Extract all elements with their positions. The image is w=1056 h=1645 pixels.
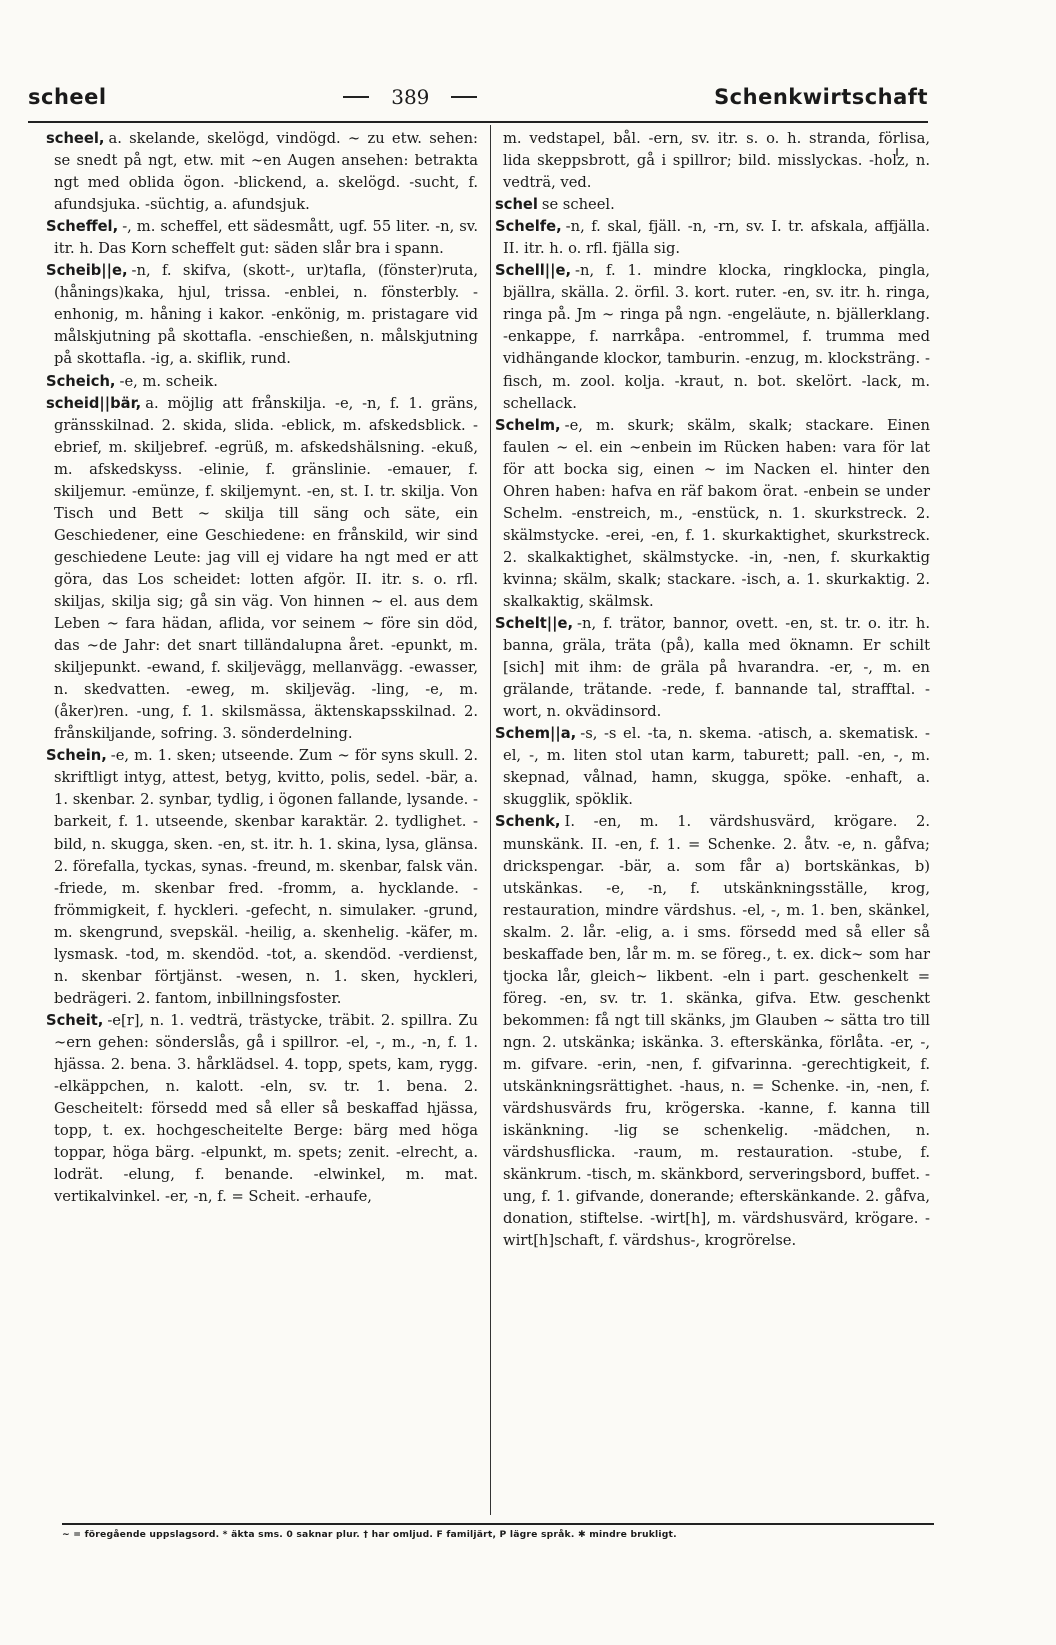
entry-headword: Schenk, — [495, 813, 561, 831]
dictionary-entry — [495, 415, 930, 613]
entry-headword: schel — [495, 196, 538, 214]
entry-definition: se scheel. — [541, 196, 615, 214]
dictionary-entry — [495, 811, 930, 1252]
column-divider — [490, 125, 491, 1515]
entry-definition: -n, f. skal, fjäll. -n, -rn, sv. I. tr. afskala, affjälla. II. itr. h. o. rfl. fjälla sig. — [503, 218, 930, 258]
dictionary-entry — [46, 128, 478, 216]
entry-headword: Schein, — [46, 747, 107, 765]
entry-definition: -s, -s el. -ta, n. skema. -atisch, a. skematisk. -el, -, m. liten stol utan karm, taburett; pall. -en, -, m. skepnad, vålnad, hamn, skugga, spöke. -enhaft, a. skugglik, spöklik. — [503, 725, 930, 809]
right-running-headword: Schenkwirtschaft — [714, 85, 928, 109]
dictionary-entry — [46, 216, 478, 260]
entry-definition: -n, f. skifva, (skott-, ur)tafla, (fönster)ruta, (hånings)kaka, hjul, trissa. -enblei, n. fönsterbly. -enhonig, m. håning i kakor. -enkönig, m. pristagare vid målskjutning på skottafla. -enschießen, n. målskjutning på skottafla. -ig, a. skiflik, rund. — [54, 262, 478, 368]
dictionary-entry — [46, 393, 478, 746]
abbreviation-legend: ∼ = föregående uppslagsord. * äkta sms. 0 saknar plur. † har omljud. F familjärt, P lägre språk. ✱ mindre brukligt. — [62, 1529, 677, 1540]
dictionary-entry — [495, 216, 930, 260]
entry-definition: -e, m. skurk; skälm, skalk; stackare. Einen faulen ∼ el. ein ∼enbein im Rücken haben: vara för lat för att bocka sig, einen ∼ im Nacken el. hinter den Ohren haben: hafva en räf bakom örat. -enbein se under Schelm. -enstreich, m., -enstück, n. 1. skurkstreck. 2. skälmstycke. -erei, -en, f. 1. skurkaktighet, skurkstreck. 2. skalkaktighet, skälmstycke. -in, -nen, f. skurkaktig kvinna; skälm, skalk; stackare. -isch, a. 1. skurkaktig. 2. skalkaktig, skälmsk. — [503, 416, 930, 610]
entry-definition: -e, m. 1. sken; utseende. Zum ∼ för syns skull. 2. skriftligt intyg, attest, betyg, kvitto, polis, sedel. -bär, a. 1. skenbar. 2. synbar, tydlig, i ögonen fallande, lysande. -barkeit, f. 1. utseende, skenbar karaktär. 2. tydlighet. -bild, n. skugga, sken. -en, st. itr. h. 1. skina, lysa, glänsa. 2. förefalla, tyckas, synas. -freund, m. skenbar, falsk vän. -friede, m. skenbar fred. -fromm, a. hycklande. -frömmigkeit, f. hyckleri. -gefecht, n. simulaker. -grund, m. skengrund, svepskäl. -heilig, a. skenhelig. -käfer, m. lysmask. -tod, m. skendöd. -tot, a. skendöd. -verdienst, n. skenbar förtjänst. -wesen, n. 1. sken, hyckleri, bedrägeri. 2. fantom, inbillningsfoster. — [54, 747, 478, 1007]
header-rule — [28, 121, 928, 123]
entry-definition: I. -en, m. 1. värdshusvärd, krögare. 2. munskänk. II. -en, f. 1. = Schenke. 2. åtv. -e, n. gåfva; drickspengar. -bär, a. som får a) bortskänkas, b) utskänkas. -e, -n, f. utskänkningsställe, krog, restauration, mindre värdshus. -el, -, m. 1. ben, skänkel, skalm. 2. lår. -elig, a. i sms. försedd med så eller så beskaffade ben, lår m. m. se föreg., t. ex. dick∼ som har tjocka lår, gleich∼ likbent. -eln i part. geschenkelt = föreg. -en, sv. tr. 1. skänka, gifva. Etw. geschenkt bekommen: få ngt till skänks, jm Glauben ∼ sätta tro till ngn. 2. utskänka; iskänka. 3. efterskänka, förlåta. -er, -, m. gifvare. -erin, -nen, f. gifvarinna. -gerechtigkeit, f. utskänkningsrättighet. -haus, n. = Schenke. -in, -nen, f. värdshusvärds fru, krögerska. -kanne, f. kanna till iskänkning. -lig se schenkelig. -mädchen, n. värdshusflicka. -raum, m. restauration. -stube, f. skänkrum. -tisch, m. skänkbord, serveringsbord, buffet. -ung, f. 1. gifvande, donerande; efterskänkande. 2. gåfva, donation, stiftelse. -wirt[h], m. värdshusvärd, krögare. -wirt[h]schaft, f. värdshus-, krogrörelse. — [503, 813, 930, 1250]
dash-right — [451, 96, 477, 98]
entry-headword: Schem||a, — [495, 725, 577, 743]
entry-headword: Schelt||e, — [495, 615, 574, 633]
entry-definition: a. skelande, skelögd, vindögd. ∼ zu etw. sehen: se snedt på ngt, etw. mit ∼en Augen ansehen: betrakta ngt med oblida ögon. -blickend, a. skelögd. -sucht, f. afundsjuka. -süchtig, a. afundsjuk. — [54, 130, 478, 214]
entry-definition: -, m. scheffel, ett sädesmått, ugf. 55 liter. -n, sv. itr. h. Das Korn scheffelt gut: säden slår bra i spann. — [54, 218, 478, 258]
entry-headword: scheid||bär, — [46, 394, 142, 412]
entry-headword: Scheit, — [46, 1011, 104, 1029]
dictionary-entry — [46, 745, 478, 1010]
dictionary-entry — [503, 128, 930, 194]
left-column — [46, 128, 478, 1208]
entry-definition: -e[r], n. 1. vedträ, trästycke, träbit. 2. spillra. Zu ∼ern gehen: sönderslås, gå i spillror. -el, -, m., -n, f. 1. hjässa. 2. bena. 3. hårklädsel. 4. topp, spets, kam, rygg. -elkäppchen, n. kalott. -eln, sv. tr. 1. bena. 2. Gescheitelt: försedd med så eller så beskaffad hjässa, topp, t. ex. hochgescheitelte Berge: bärg med höga toppar, höga bärg. -elpunkt, m. spets; zenit. -elrecht, a. lodrät. -elung, f. benande. -elwinkel, m. mat. vertikalvinkel. -er, -n, f. = Scheit. -erhaufe, — [54, 1011, 478, 1206]
entry-definition: a. möjlig att frånskilja. -e, -n, f. 1. gräns, gränsskilnad. 2. skida, slida. -eblick, m. afskedsblick. -ebrief, m. skiljebref. -egrüß, m. afskedshälsning. -ekuß, m. afskedskyss. -elinie, f. gränslinie. -emauer, f. skiljemur. -emünze, f. skiljemynt. -en, st. I. tr. skilja. Von Tisch und Bett ∼ skilja till säng och säte, ein Geschiedener, eine Geschiedene: en frånskild, wir sind geschiedene Leute: jag vill ej vidare ha ngt med er att göra, das Los scheidet: lotten afgör. II. itr. s. o. rfl. skiljas, skilja sig; gå sin väg. Von hinnen ∼ el. aus dem Leben ∼ fara hädan, aflida, vor seinem ∼ före sin död, das ∼de Jahr: det snart tilländalupna året. -epunkt, m. skiljepunkt. -ewand, f. skiljevägg, mellanvägg. -ewasser, n. skedvatten. -eweg, m. skiljeväg. -ling, -e, m. (åker)ren. -ung, f. 1. skilsmässa, äktenskapsskilnad. 2. frånskiljande, sofring. 3. sönderdelning. — [54, 394, 478, 743]
dictionary-entry — [46, 1010, 478, 1208]
entry-headword: Scheich, — [46, 372, 116, 390]
entry-definition: -n, f. trätor, bannor, ovett. -en, st. tr. o. itr. h. banna, gräla, träta (på), kalla med öknamn. Er schilt [sich] mit ihm: de gräla på hvarandra. -er, -, m. en grälande, trätande. -rede, f. bannande tal, strafftal. -wort, n. okvädinsord. — [503, 615, 930, 721]
entry-headword: Schell||e, — [495, 262, 572, 280]
dash-left — [343, 96, 369, 98]
entry-definition: m. vedstapel, bål. -ern, sv. itr. s. o. h. strandа, förlisa, lida skeppsbrott, gå i spillror; bild. misslyckas. -holz, n. vedträ, ved. — [503, 130, 930, 192]
entry-headword: Schelfe, — [495, 218, 562, 236]
dictionary-entry — [495, 260, 930, 414]
dictionary-entry — [495, 723, 930, 811]
footer-rule — [62, 1523, 934, 1525]
entry-headword: scheel, — [46, 130, 105, 147]
entry-headword: Scheffel, — [46, 218, 119, 236]
entry-definition: -n, f. 1. mindre klocka, ringklocka, pingla, bjällra, skälla. 2. örfil. 3. kort. ruter. -en, sv. itr. h. ringa, ringa på. Jm ∼ ringa på ngn. -engeläute, n. bjällerklang. -enkappe, f. narrkåpa. -entrommel, f. trumma med vidhängande klockor, tamburin. -enzug, m. klocksträng. -fisch, m. zool. kolja. -kraut, n. bot. skelört. -lack, m. schellack. — [503, 262, 930, 412]
entry-headword: Schelm, — [495, 416, 561, 434]
entry-headword: Scheib||e, — [46, 262, 128, 280]
dictionary-entry — [46, 371, 478, 393]
right-column — [495, 128, 930, 1252]
left-running-headword: scheel — [28, 85, 107, 109]
page-number: 389 — [391, 85, 430, 109]
dictionary-entry — [495, 613, 930, 723]
dictionary-entry — [46, 260, 478, 370]
page-number-group — [343, 85, 477, 109]
page-header — [28, 80, 928, 114]
entry-definition: -e, m. scheik. — [119, 372, 218, 390]
dictionary-entry — [495, 194, 930, 216]
